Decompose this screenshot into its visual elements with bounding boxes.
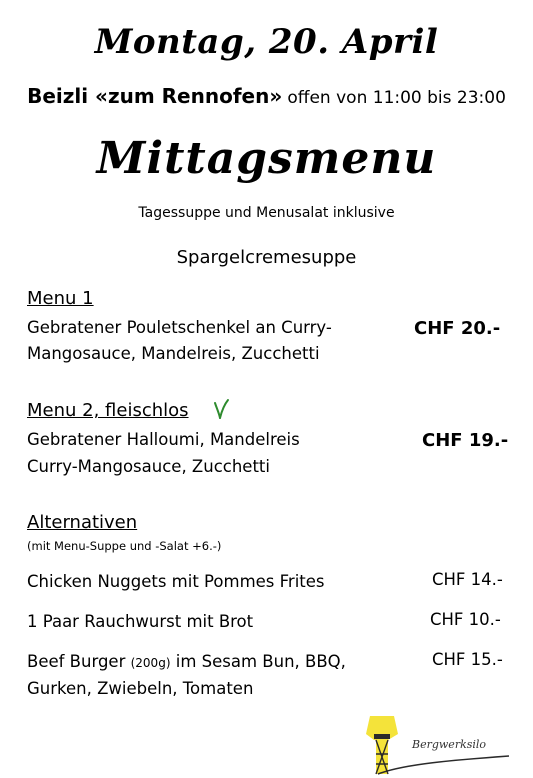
date-heading: Montag, 20. April xyxy=(94,22,439,62)
alt-item-3-price: CHF 15.- xyxy=(432,650,503,669)
menu1-line-2: Mangosauce, Mandelreis, Zucchetti xyxy=(27,344,320,363)
alt-item-1-name: Chicken Nuggets mit Pommes Frites xyxy=(27,572,325,591)
alternatives-note: (mit Menu-Suppe und -Salat +6.-) xyxy=(27,539,222,553)
alt-item-3-name xyxy=(27,650,346,675)
menu1-heading: Menu 1 xyxy=(27,288,94,309)
alt-item-3-name-suffix: im Sesam Bun, BBQ, xyxy=(170,652,346,671)
menu2-heading: Menu 2, fleischlos xyxy=(27,400,189,421)
included-note: Tagessuppe und Menusalat inklusive xyxy=(138,205,395,221)
alt-item-3-weight: (200g) xyxy=(130,656,171,670)
menu-title: Mittagsmenu xyxy=(96,133,437,184)
soup-of-day: Spargelcremesuppe xyxy=(176,247,357,268)
menu2-line-2: Curry-Mangosauce, Zucchetti xyxy=(27,457,270,476)
menu2-line-1: Gebratener Halloumi, Mandelreis xyxy=(27,430,300,449)
alt-item-3-name-line2: Gurken, Zwiebeln, Tomaten xyxy=(27,679,254,698)
menu2-price: CHF 19.- xyxy=(422,430,509,451)
menu1-line-1: Gebratener Pouletschenkel an Curry- xyxy=(27,318,332,337)
menu1-price: CHF 20.- xyxy=(414,318,501,339)
restaurant-line xyxy=(0,84,533,108)
alternatives-heading: Alternativen xyxy=(27,512,138,533)
alt-item-1-price: CHF 14.- xyxy=(432,570,503,589)
alt-item-2-name: 1 Paar Rauchwurst mit Brot xyxy=(27,612,254,631)
logo-text: Bergwerksilo xyxy=(412,738,487,751)
restaurant-name: Beizli «zum Rennofen» xyxy=(27,84,283,108)
vegetarian-leaf-icon xyxy=(212,398,230,420)
opening-hours: offen von 11:00 bis 23:00 xyxy=(287,88,506,108)
alt-item-3-name-prefix: Beef Burger xyxy=(27,652,131,671)
alt-item-2-price: CHF 10.- xyxy=(430,610,501,629)
